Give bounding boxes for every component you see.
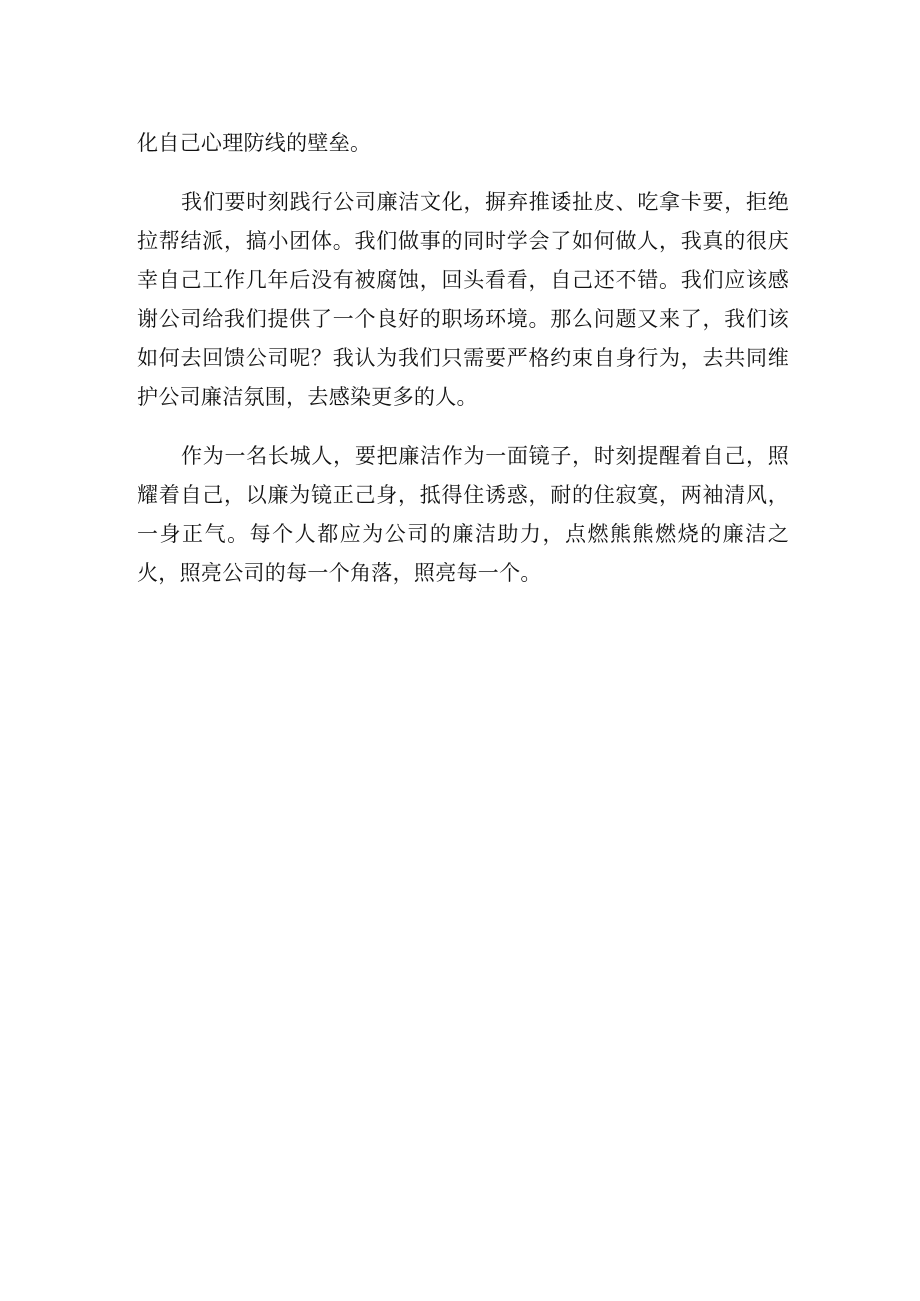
paragraph-integrity-culture: 我们要时刻践行公司廉洁文化，摒弃推诿扯皮、吃拿卡要，拒绝拉帮结派，搞小团体。我们做事的同时学会了如何做人，我真的很庆幸自己工作几年后没有被腐蚀，回头看看，自己还不错。我们应该感谢公司给我们提供了一个良好的职场环境。那么问题又来了，我们该如何去回馈公司呢？我认为我们只需要严格约束自身行为，去共同维护公司廉洁氛围，去感染更多的人。 xyxy=(137,190,789,409)
paragraph-continuation: 化自己心理防线的壁垒。 xyxy=(137,131,372,155)
paragraph-mirror-of-integrity: 作为一名长城人，要把廉洁作为一面镜子，时刻提醒着自己，照耀着自己，以廉为镜正己身，抵得住诱惑，耐的住寂寞，两袖清风，一身正气。每个人都应为公司的廉洁助力，点燃熊熊燃烧的廉洁之火，照亮公司的每一个角落，照亮每一个。 xyxy=(137,444,789,585)
document-body xyxy=(137,124,789,593)
